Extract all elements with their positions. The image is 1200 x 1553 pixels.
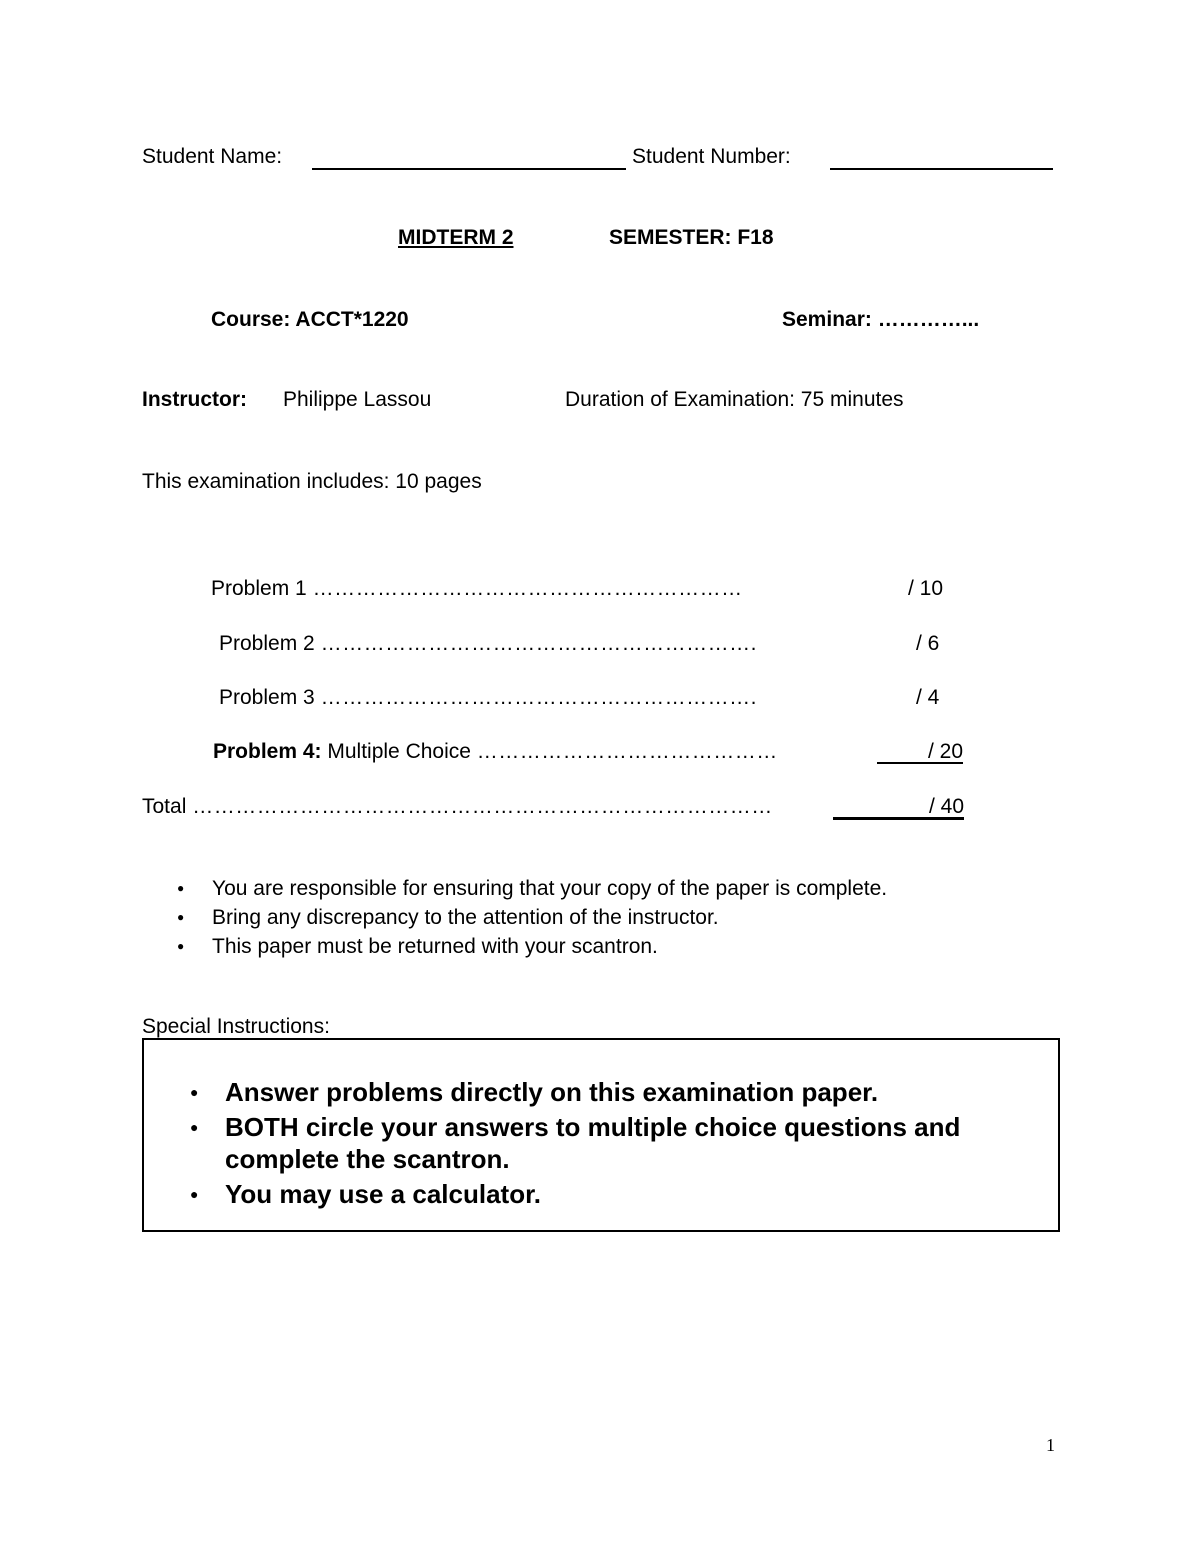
score-row-dots: …………………………………………………….	[320, 686, 757, 709]
special-instructions-label: Special Instructions:	[142, 1015, 330, 1038]
student-number-label: Student Number:	[632, 145, 791, 168]
special-instructions-box	[142, 1038, 1060, 1232]
student-name-field[interactable]	[312, 148, 626, 170]
score-row-problem-4	[213, 741, 778, 762]
score-row-label-bold: Problem 4:	[213, 740, 322, 763]
course-label: Course: ACCT*1220	[211, 308, 409, 331]
list-item: ● This paper must be returned with your scantron.	[142, 932, 887, 961]
score-row-label: Multiple Choice	[327, 740, 471, 763]
special-instructions-list	[144, 1076, 985, 1210]
total-label: Total	[142, 795, 187, 818]
seminar-label: Seminar: …………...	[782, 308, 980, 331]
score-value: / 40	[833, 796, 964, 820]
duration-label: Duration of Examination: 75 minutes	[565, 388, 904, 411]
semester-label: SEMESTER: F18	[609, 226, 774, 249]
score-row-dots: ……………………………………………………	[312, 577, 743, 600]
list-item: ● Answer problems directly on this examination paper.	[144, 1076, 985, 1108]
list-item: ● BOTH circle your answers to multiple choice questions and complete the scantron.	[144, 1111, 985, 1175]
score-row-total	[142, 796, 773, 817]
score-row-dots: ……………………………………	[476, 740, 778, 763]
score-problem-3: / 4	[916, 686, 940, 709]
student-name-label: Student Name:	[142, 145, 283, 168]
list-item: ● You may use a calculator.	[144, 1178, 985, 1210]
exam-title: MIDTERM 2	[398, 226, 514, 249]
page-number: 1	[1046, 1435, 1055, 1455]
score-problem-2: / 6	[916, 632, 940, 655]
list-item: ● You are responsible for ensuring that your copy of the paper is complete.	[142, 874, 887, 903]
score-row-problem-3	[219, 687, 757, 708]
instructor-label: Instructor:	[142, 388, 247, 411]
score-row-label: Problem 2	[219, 632, 315, 655]
notes-list	[142, 874, 887, 961]
list-item: ● Bring any discrepancy to the attention of the instructor.	[142, 903, 887, 932]
score-problem-4	[877, 741, 963, 764]
score-row-dots: ………………………………………………………………………	[192, 795, 773, 818]
score-value: / 20	[877, 741, 963, 764]
score-row-label: Problem 1	[211, 577, 307, 600]
pages-note: This examination includes: 10 pages	[142, 470, 482, 493]
score-row-dots: …………………………………………………….	[320, 632, 757, 655]
score-row-problem-1	[211, 578, 743, 599]
score-problem-1: / 10	[908, 577, 944, 600]
student-number-field[interactable]	[830, 148, 1053, 170]
instructor-name: Philippe Lassou	[283, 388, 432, 411]
score-total	[833, 796, 964, 820]
score-row-problem-2	[219, 633, 757, 654]
score-row-label: Problem 3	[219, 686, 315, 709]
